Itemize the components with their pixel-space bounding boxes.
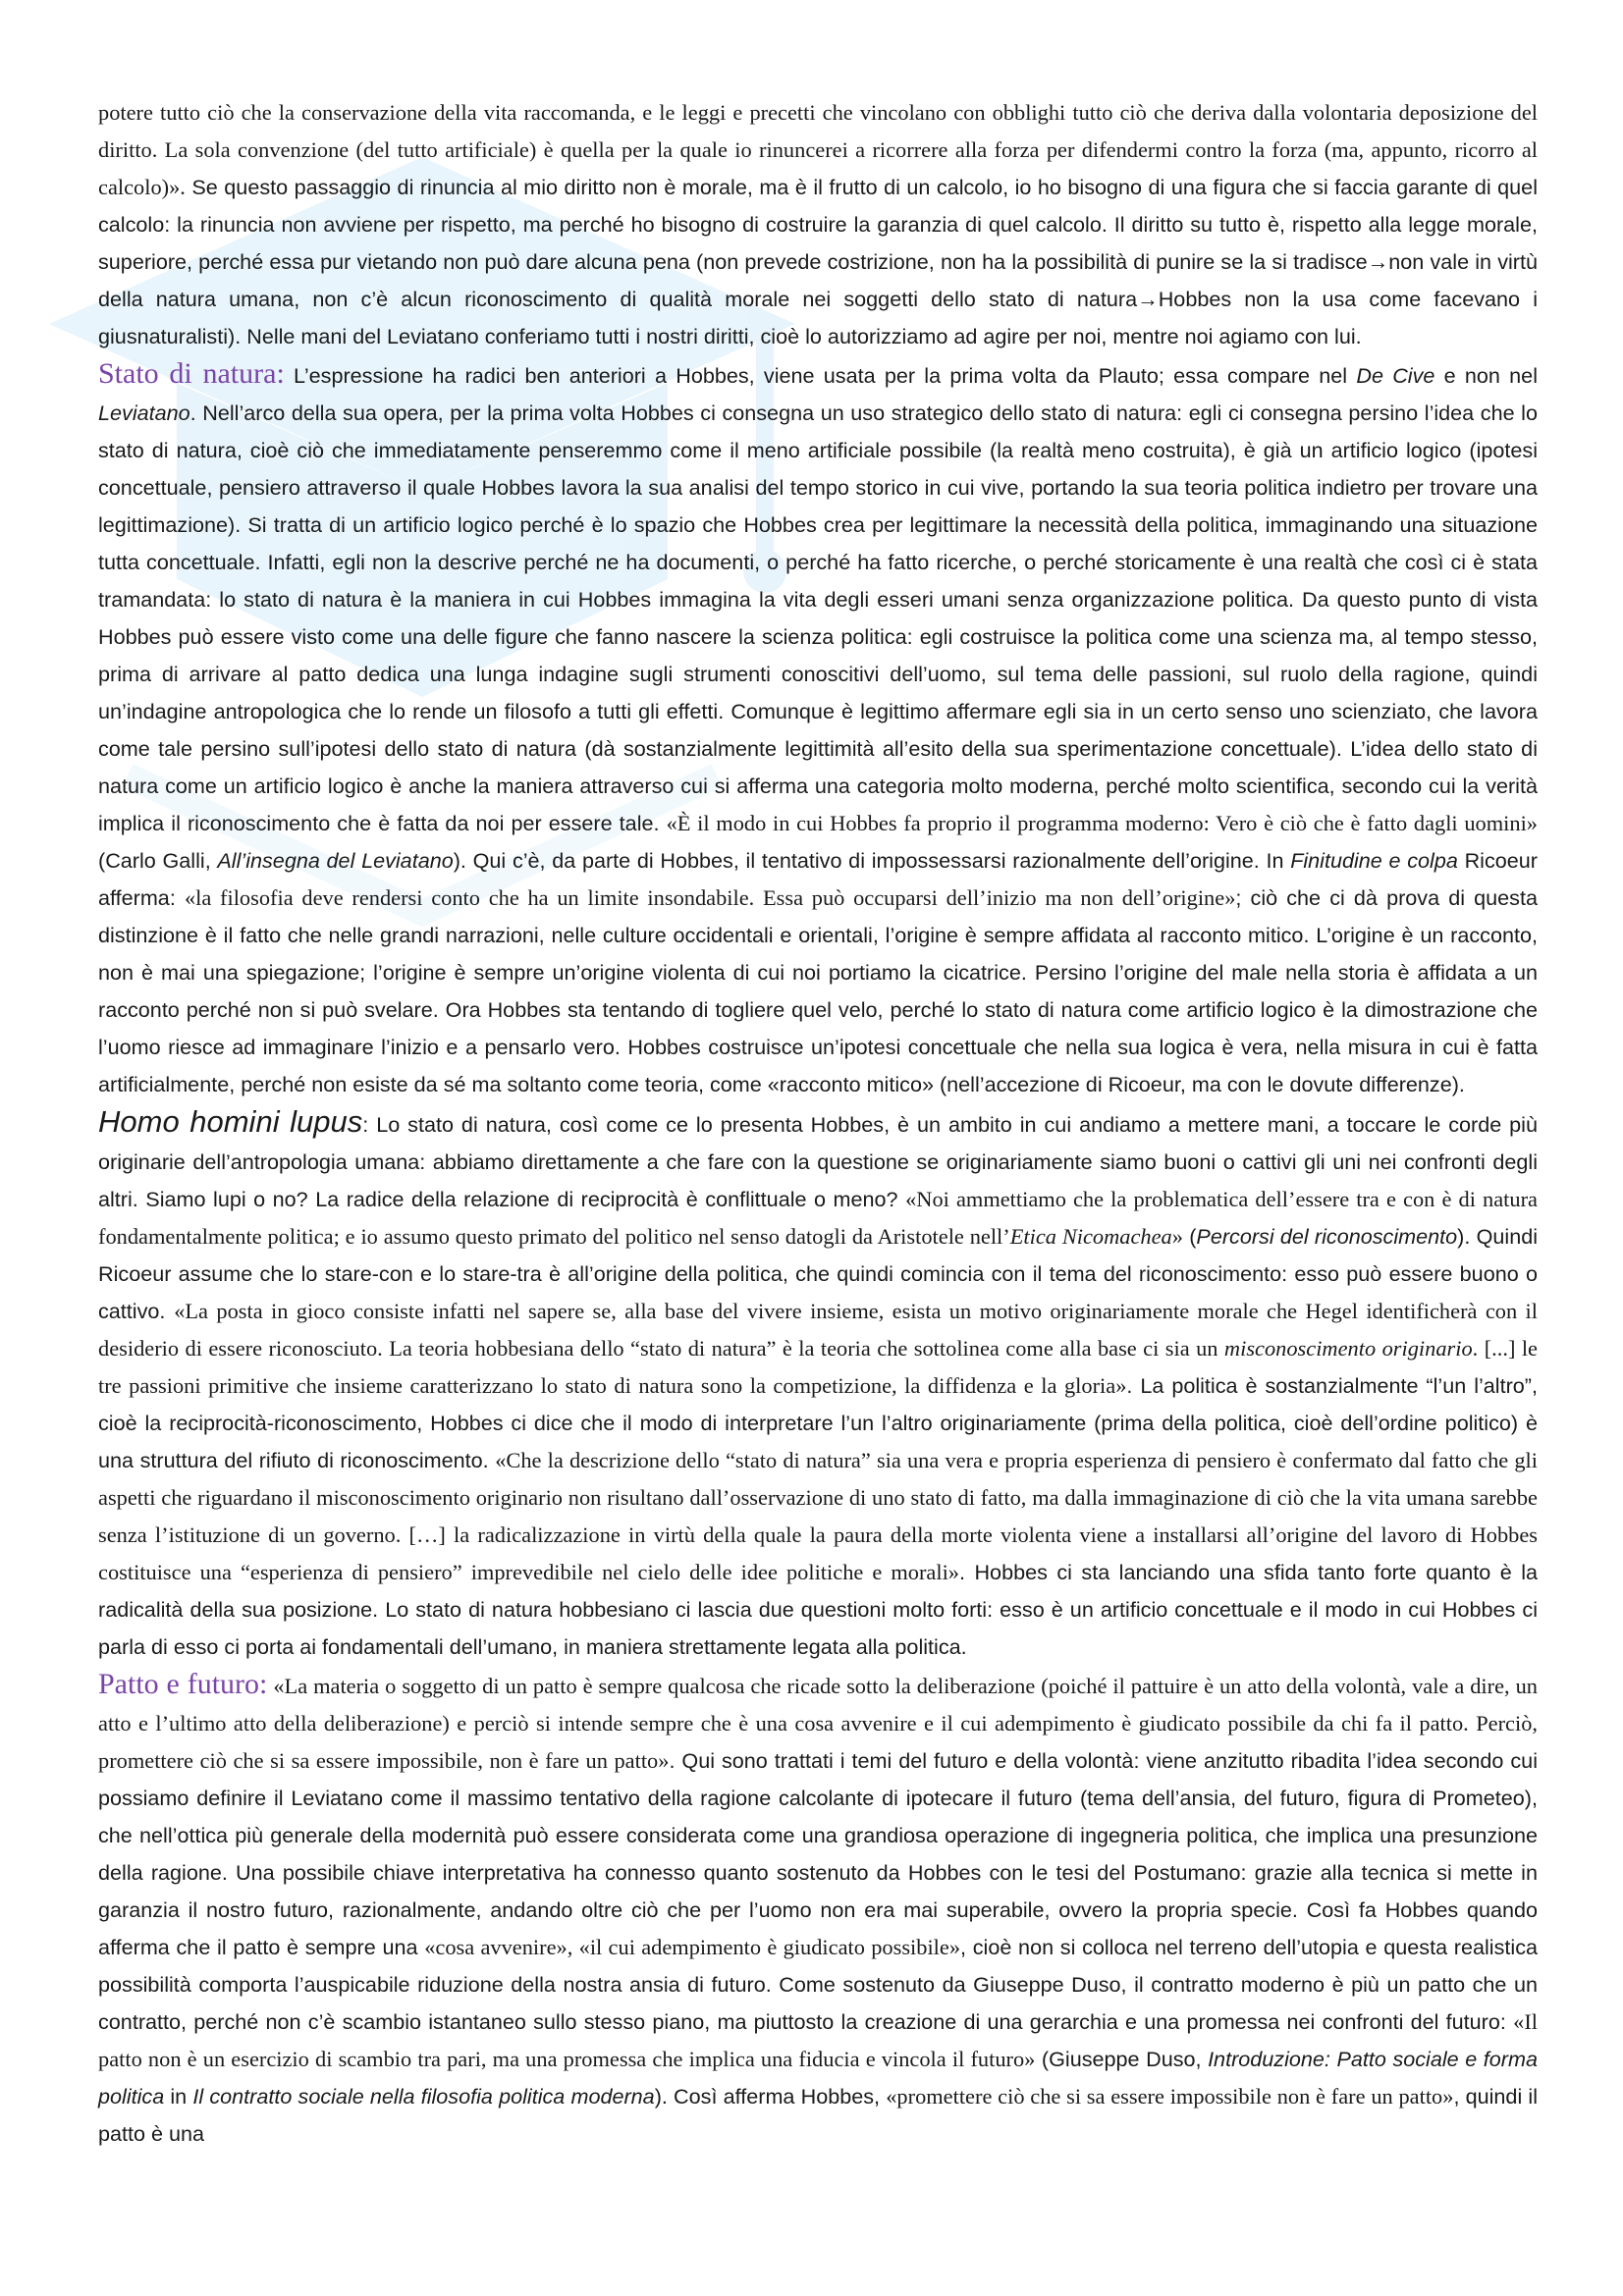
italic-title: Il contratto sociale nella filosofia politica moderna	[192, 2084, 655, 2109]
body-text: (	[1182, 1224, 1197, 1249]
body-text: ; ciò che ci dà prova di questa distinzione è il fatto che nelle grandi narrazioni, nelle culture occidentali e orientali, l’origine è sempre affidata al racconto mitico. L’origine è un racconto, non è mai una spiegazione; l’origine è sempre un’origine violenta di cui noi portiamo la cicatrice. Persino l’origine del male nella storia è affidata a un racconto perché non si può svelare. Ora Hobbes sta tentando di togliere quel velo, perché lo stato di natura come artificio logico è la dimostrazione che l’uomo riesce ad immaginare l’inizio e a pensarlo vero. Hobbes costruisce un’ipotesi concettuale che nella sua logica è vera, nella misura in cui è fatta artificialmente, perché non esiste da sé ma soltanto come teoria, come «racconto mitico» (nell’accezione di Ricoeur, ma con le dovute differenze).	[98, 885, 1538, 1096]
italic-title: Introduzione: Patto sociale e forma politica	[98, 2047, 1538, 2109]
body-text: , cioè non si colloca nel terreno dell’utopia e questa realistica possibilità comporta l’auspicabile riduzione della nostra ansia di futuro. Come sostenuto da Giuseppe Duso, il contratto moderno è più un patto che un contratto, perché non c’è scambio istantaneo sullo stesso piano, ma piuttosto la creazione di una gerarchia e una promessa nei confronti del futuro:	[98, 1935, 1539, 2034]
quotation-text: «promettere ciò che si sa essere impossibile non è fare un patto»	[886, 2084, 1454, 2109]
quotation-text: . [...] le tre passioni primitive che insieme caratterizzano lo stato di natura sono la competizione, la diffidenza e la gloria»	[98, 1336, 1538, 1398]
body-text: . Qui sono trattati i temi del futuro e della volontà: viene anzitutto ribadita l’idea secondo cui possiamo definire il Leviatano come il massimo tentativo della ragione calcolante di ipotecare il futuro (tema dell’ansia, del futuro, figura di Prometeo), che nell’ottica più generale della modernità può essere considerata come una grandiosa operazione di ingegneria politica, che implica una presunzione della ragione. Una possibile chiave interpretativa ha connesso quanto sostenuto da Hobbes con le tesi del Postumano: grazie alla tecnica si mette in garanzia il nostro futuro, razionalmente, andando oltre ciò che per l’uomo non era mai superabile, ovvero la propria specie. Così fa Hobbes quando afferma che il patto è sempre una	[98, 1748, 1538, 1959]
quotation-text: «La materia o soggetto di un patto è sempre qualcosa che ricade sotto la deliberazione (poiché il pattuire è un atto della volontà, vale a dire, un atto e l’ultimo atto della deliberazione) e perciò si intende sempre che è una cosa avvenire e il cui adempimento è giudicato possibile da chi fa il patto. Perciò, promettere ciò che si sa essere impossibile, non è fare un patto»	[98, 1674, 1538, 1773]
quotation-text: «la filosofia deve rendersi conto che ha un limite insondabile. Essa può occuparsi dell’inizio ma non dell’origine»	[184, 885, 1236, 910]
paragraph-stato-di-natura	[98, 355, 1538, 1103]
body-text: , quindi il patto è una	[98, 2084, 1538, 2146]
quotation-text: «cosa avvenire», «il cui adempimento è giudicato possibile»	[424, 1935, 961, 1959]
body-text: Ricoeur afferma:	[98, 848, 1538, 910]
quotation-text: «Che la descrizione dello “stato di natura” sia una vera e propria esperienza di pensiero è confermato dal fatto che gli aspetti che riguardano il misconoscimento originario non risultano dall’osservazione di uno stato di fatto, ma dalla immaginazione di ciò che la vita umana sarebbe senza l’istituzione di un governo. […] la radicalizzazione in virtù della quale la paura della morte violenta viene a installarsi all’origine del lavoro di Hobbes costituisce una “esperienza di pensiero” imprevedibile nel cielo delle idee politiche e morali»	[98, 1448, 1538, 1584]
body-text: . Nell’arco della sua opera, per la prima volta Hobbes ci consegna un uso strategico dello stato di natura: egli ci consegna persino l’idea che lo stato di natura, cioè ciò che immediatamente penseremmo come il meno artificiale possibile (la realtà meno costruita), è già un artificio logico (ipotesi concettuale, pensiero attraverso il quale Hobbes lavora la sua analisi del tempo storico in cui vive, portando la sua teoria politica indietro per trovare una legittimazione). Si tratta di un artificio logico perché è lo spazio che Hobbes crea per legittimare la necessità della politica, immaginando una situazione tutta concettuale. Infatti, egli non la descrive perché ne ha documenti, o perché ha fatto ricerche, o perché storicamente è una realtà che così ci è stata tramandata: lo stato di natura è la maniera in cui Hobbes immagina la vita degli esseri umani senza organizzazione politica. Da questo punto di vista Hobbes può essere visto come una delle figure che fanno nascere la scienza politica: egli costruisce la politica come una scienza ma, al tempo stesso, prima di arrivare al patto dedica una lunga indagine sugli strumenti conoscitivi dell’uomo, sul tema delle passioni, sul ruolo della ragione, quindi un’indagine antropologica che lo rende un filosofo a tutti gli effetti. Comunque è legittimo affermare egli sia in un certo senso uno scienziato, che lavora come tale persino sull’ipotesi dello stato di natura (dà sostanzialmente legittimità all’esito della sua sperimentazione concettuale). L’idea dello stato di natura come un artificio logico è anche la maniera attraverso cui si afferma una categoria molto moderna, perché molto scientifica, secondo cui la verità implica il riconoscimento che è fatta da noi per essere tale.	[98, 400, 1538, 835]
section-heading: Stato di natura:	[98, 357, 285, 390]
body-text: ). Quindi Ricoeur assume che lo stare-con e lo stare-tra è all’origine della politica, che quindi comincia con il tema del riconoscimento: esso può essere buono o cattivo.	[98, 1224, 1539, 1323]
body-text: e non nel	[1434, 363, 1538, 388]
body-text: ). Qui c’è, da parte di Hobbes, il tentativo di impossessarsi razionalmente dell’origine. In	[453, 848, 1291, 873]
body-text: (Carlo Galli,	[98, 848, 218, 873]
quotation-text: «Noi ammettiamo che la problematica dell’essere tra e con è di natura fondamentalmente politica; e io assumo questo primato del politico nel senso datogli da Aristotele nell’	[98, 1187, 1538, 1249]
body-text: . Hobbes ci sta lanciando una sfida tanto forte quanto è la radicalità della sua posizione. Lo stato di natura hobbesiano ci lascia due questioni molto forti: esso è un artificio concettuale e il modo in cui Hobbes ci parla di esso ci porta ai fondamentali dell’umano, in maniera strettamente legata alla politica.	[98, 1560, 1538, 1659]
quotation-text: «La posta in gioco consiste infatti nel sapere se, alla base del vivere insieme, esista un motivo originariamente morale che Hegel identificherà con il desiderio di essere riconosciuto. La teoria hobbesiana dello “stato di natura” è la teoria che sottolinea come alla base ci sia un	[98, 1299, 1538, 1361]
body-text: Se questo passaggio di rinuncia al mio diritto non è morale, ma è il frutto di un calcolo, io ho bisogno di una figura che si faccia garante di quel calcolo: la rinuncia non avviene per rispetto, ma perché ho bisogno di costruire la garanzia di quel calcolo. Il diritto su tutto è, rispetto alla legge morale, superiore, perché essa pur vietando non può dare alcuna pena (non prevede costrizione, non ha la possibilità di punire se la si tradisce→non vale in virtù della natura umana, non c’è alcun riconoscimento di qualità morale nei soggetti dello stato di natura→Hobbes non la usa come facevano i giusnaturalisti). Nelle mani del Leviatano conferiamo tutti i nostri diritti, cioè lo autorizziamo ad agire per noi, mentre noi agiamo con lui.	[98, 175, 1538, 348]
quotation-text: «È il modo in cui Hobbes fa proprio il programma moderno: Vero è ciò che è fatto dagli uomini»	[666, 811, 1538, 835]
paragraph-homo-homini-lupus	[98, 1103, 1538, 1666]
quotation-text: potere tutto ciò che la conservazione della vita raccomanda, e le leggi e precetti che vincolano con obblighi tutto ciò che deriva dalla volontaria deposizione del diritto. La sola convenzione (del tutto artificiale) è quella per la quale io rinuncerei a ricorrere alla forza per difendermi contro la forza (ma, appunto, ricorro al calcolo)».	[98, 100, 1538, 199]
section-heading: Homo homini lupus	[98, 1104, 363, 1139]
paragraph-patto-e-futuro	[98, 1666, 1538, 2153]
body-text: (Giuseppe Duso,	[1035, 2047, 1209, 2071]
body-text: L’espressione ha radici ben anteriori a Hobbes, viene usata per la prima volta da Plauto; essa compare nel	[284, 363, 1357, 388]
body-text: in	[164, 2084, 193, 2109]
body-text: . La politica è sostanzialmente “l’un l’altro”, cioè la reciprocità-riconoscimento, Hobbes ci dice che il modo di interpretare l’un l’altro originariamente (prima della politica, cioè dell’ordine politico) è una struttura del rifiuto di riconoscimento.	[98, 1373, 1538, 1472]
quotation-text: Etica Nicomachea	[1009, 1224, 1172, 1249]
body-text: : Lo stato di natura, così come ce lo presenta Hobbes, è un ambito in cui andiamo a mettere mani, a toccare le corde più originarie dell’antropologia umana: abbiamo direttamente a che fare con la questione se originariamente siamo buoni o cattivi gli uni nei confronti degli altri. Siamo lupi o no? La radice della relazione di reciprocità è conflittuale o meno?	[98, 1112, 1538, 1211]
section-heading: Patto e futuro:	[98, 1668, 268, 1700]
body-text: ). Così afferma Hobbes,	[654, 2084, 887, 2109]
quotation-text: »	[1171, 1224, 1183, 1249]
italic-title: De Cive	[1356, 363, 1435, 388]
italic-title: Percorsi del riconoscimento	[1196, 1224, 1458, 1249]
quotation-text: misconoscimento originario	[1223, 1336, 1473, 1361]
document-page	[98, 94, 1538, 2153]
italic-title: All’insegna del Leviatano	[217, 848, 454, 873]
quotation-text: «Il patto non è un esercizio di scambio tra pari, ma una promessa che implica una fiducia e vincola il futuro»	[98, 2009, 1538, 2071]
italic-title: Finitudine e colpa	[1290, 848, 1458, 873]
paragraph-rinuncia	[98, 94, 1538, 355]
italic-title: Leviatano	[98, 400, 190, 425]
